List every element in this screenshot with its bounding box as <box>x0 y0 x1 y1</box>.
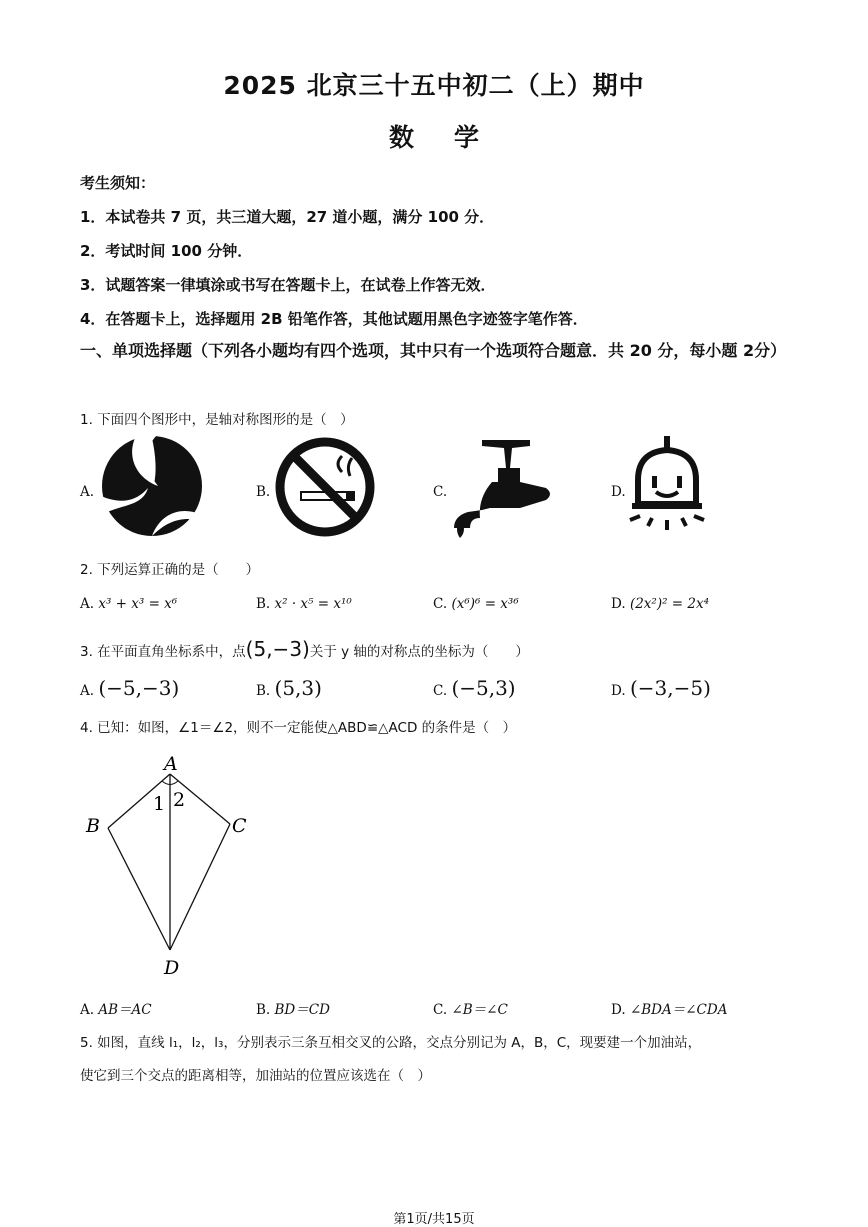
faucet-icon <box>450 438 554 542</box>
no-smoking-icon <box>272 436 378 538</box>
q4-option-b <box>256 998 330 1018</box>
question-5-line-1: 5. 如图，直线 l₁，l₂，l₃，分别表示三条互相交叉的公路，交点分别记为 A，B，C，现要建一个加油站， <box>80 1035 702 1051</box>
q2-option-a-expr: x³ + x³ = x⁶ <box>98 596 178 612</box>
question-5-line-2: 使它到三个交点的距离相等，加油站的位置应该选在（ ） <box>80 1068 431 1084</box>
q4-option-a-label: A. <box>80 1002 95 1018</box>
kite-figure <box>80 748 260 980</box>
notice-heading: 考生须知： <box>80 174 156 192</box>
notice-item-3: 3．试题答案一律填涂或书写在答题卡上，在试卷上作答无效． <box>80 276 496 294</box>
subject-title: 数学 <box>388 123 519 152</box>
q2-option-c-expr: (x⁶)⁶ = x³⁶ <box>451 596 519 612</box>
notice-item-1: 1．本试卷共 7 页，共三道大题，27 道小题，满分 100 分． <box>80 208 495 226</box>
tri-swirl-icon <box>96 436 208 536</box>
q3-option-d-label: D. <box>611 683 626 699</box>
q2-option-a <box>80 596 177 612</box>
angle-1-label: 1 <box>153 793 166 815</box>
q2-option-d <box>611 596 709 612</box>
question-1-stem: 1. 下面四个图形中，是轴对称图形的是（ ） <box>80 412 354 428</box>
vertex-d-label: D <box>164 957 180 979</box>
q3-option-a-expr: (−5,−3) <box>98 676 180 700</box>
q2-option-b-label: B. <box>256 596 271 612</box>
q3-option-b-expr: (5,3) <box>274 676 322 700</box>
q3-stem-post: 关于 y 轴的对称点的坐标为（ ） <box>309 644 529 660</box>
q4-option-c-label: C. <box>433 1002 448 1018</box>
notice-item-4: 4．在答题卡上，选择题用 2B 铅笔作答，其他试题用黑色字迹签字笔作答． <box>80 310 588 328</box>
q2-option-d-label: D. <box>611 596 626 612</box>
q3-option-d-expr: (−3,−5) <box>629 676 711 700</box>
vertex-b-label: B <box>86 815 100 837</box>
q4-option-a-expr: AB＝AC <box>98 1002 152 1018</box>
q1-option-c-label: C. <box>433 484 448 500</box>
lamp-icon <box>626 434 708 548</box>
page-title: 2025 北京三十五中初二（上）期中 <box>223 71 645 100</box>
q4-option-d-label: D. <box>611 1002 626 1018</box>
q3-option-b <box>256 676 322 700</box>
notice-item-2: 2．考试时间 100 分钟． <box>80 242 253 260</box>
angle-2-label: 2 <box>173 789 186 811</box>
vertex-c-label: C <box>232 815 247 837</box>
q4-option-b-expr: BD＝CD <box>274 1002 330 1018</box>
question-3-stem <box>80 637 529 661</box>
q3-option-c <box>433 676 516 700</box>
q4-option-a <box>80 998 152 1018</box>
q1-option-b-label: B. <box>256 484 271 500</box>
q4-option-b-label: B. <box>256 1002 271 1018</box>
q3-option-c-expr: (−5,3) <box>451 676 516 700</box>
q4-option-c <box>433 998 508 1018</box>
section-heading: 一、单项选择题（下列各小题均有四个选项，其中只有一个选项符合题意．共 20 分，每小题 2分） <box>80 341 787 360</box>
q2-option-b-expr: x² · x⁵ = x¹⁰ <box>274 596 352 612</box>
q3-option-a-label: A. <box>80 683 95 699</box>
q2-option-d-expr: (2x²)² = 2x⁴ <box>629 596 710 612</box>
q2-option-b <box>256 596 352 612</box>
q4-option-d-expr: ∠BDA＝∠CDA <box>629 1002 728 1018</box>
question-2-stem: 2. 下列运算正确的是（ ） <box>80 562 260 578</box>
q3-option-d <box>611 676 711 700</box>
q3-option-c-label: C. <box>433 683 448 699</box>
q3-stem-pre: 3. 在平面直角坐标系中，点 <box>80 644 246 660</box>
page-footer: 第1页/共15页 <box>393 1212 475 1227</box>
q3-option-b-label: B. <box>256 683 271 699</box>
question-4-stem: 4. 已知：如图，∠1＝∠2，则不一定能使△ABD≌△ACD 的条件是（ ） <box>80 720 517 736</box>
vertex-a-label: A <box>164 753 178 775</box>
q1-option-a-label: A. <box>80 484 95 500</box>
q4-option-c-expr: ∠B＝∠C <box>451 1002 508 1018</box>
q2-option-c <box>433 596 519 612</box>
q3-option-a <box>80 676 179 700</box>
q1-option-d-label: D. <box>611 484 626 500</box>
q3-point: (5,−3) <box>245 637 310 661</box>
q2-option-a-label: A. <box>80 596 95 612</box>
q4-option-d <box>611 998 727 1018</box>
q2-option-c-label: C. <box>433 596 448 612</box>
